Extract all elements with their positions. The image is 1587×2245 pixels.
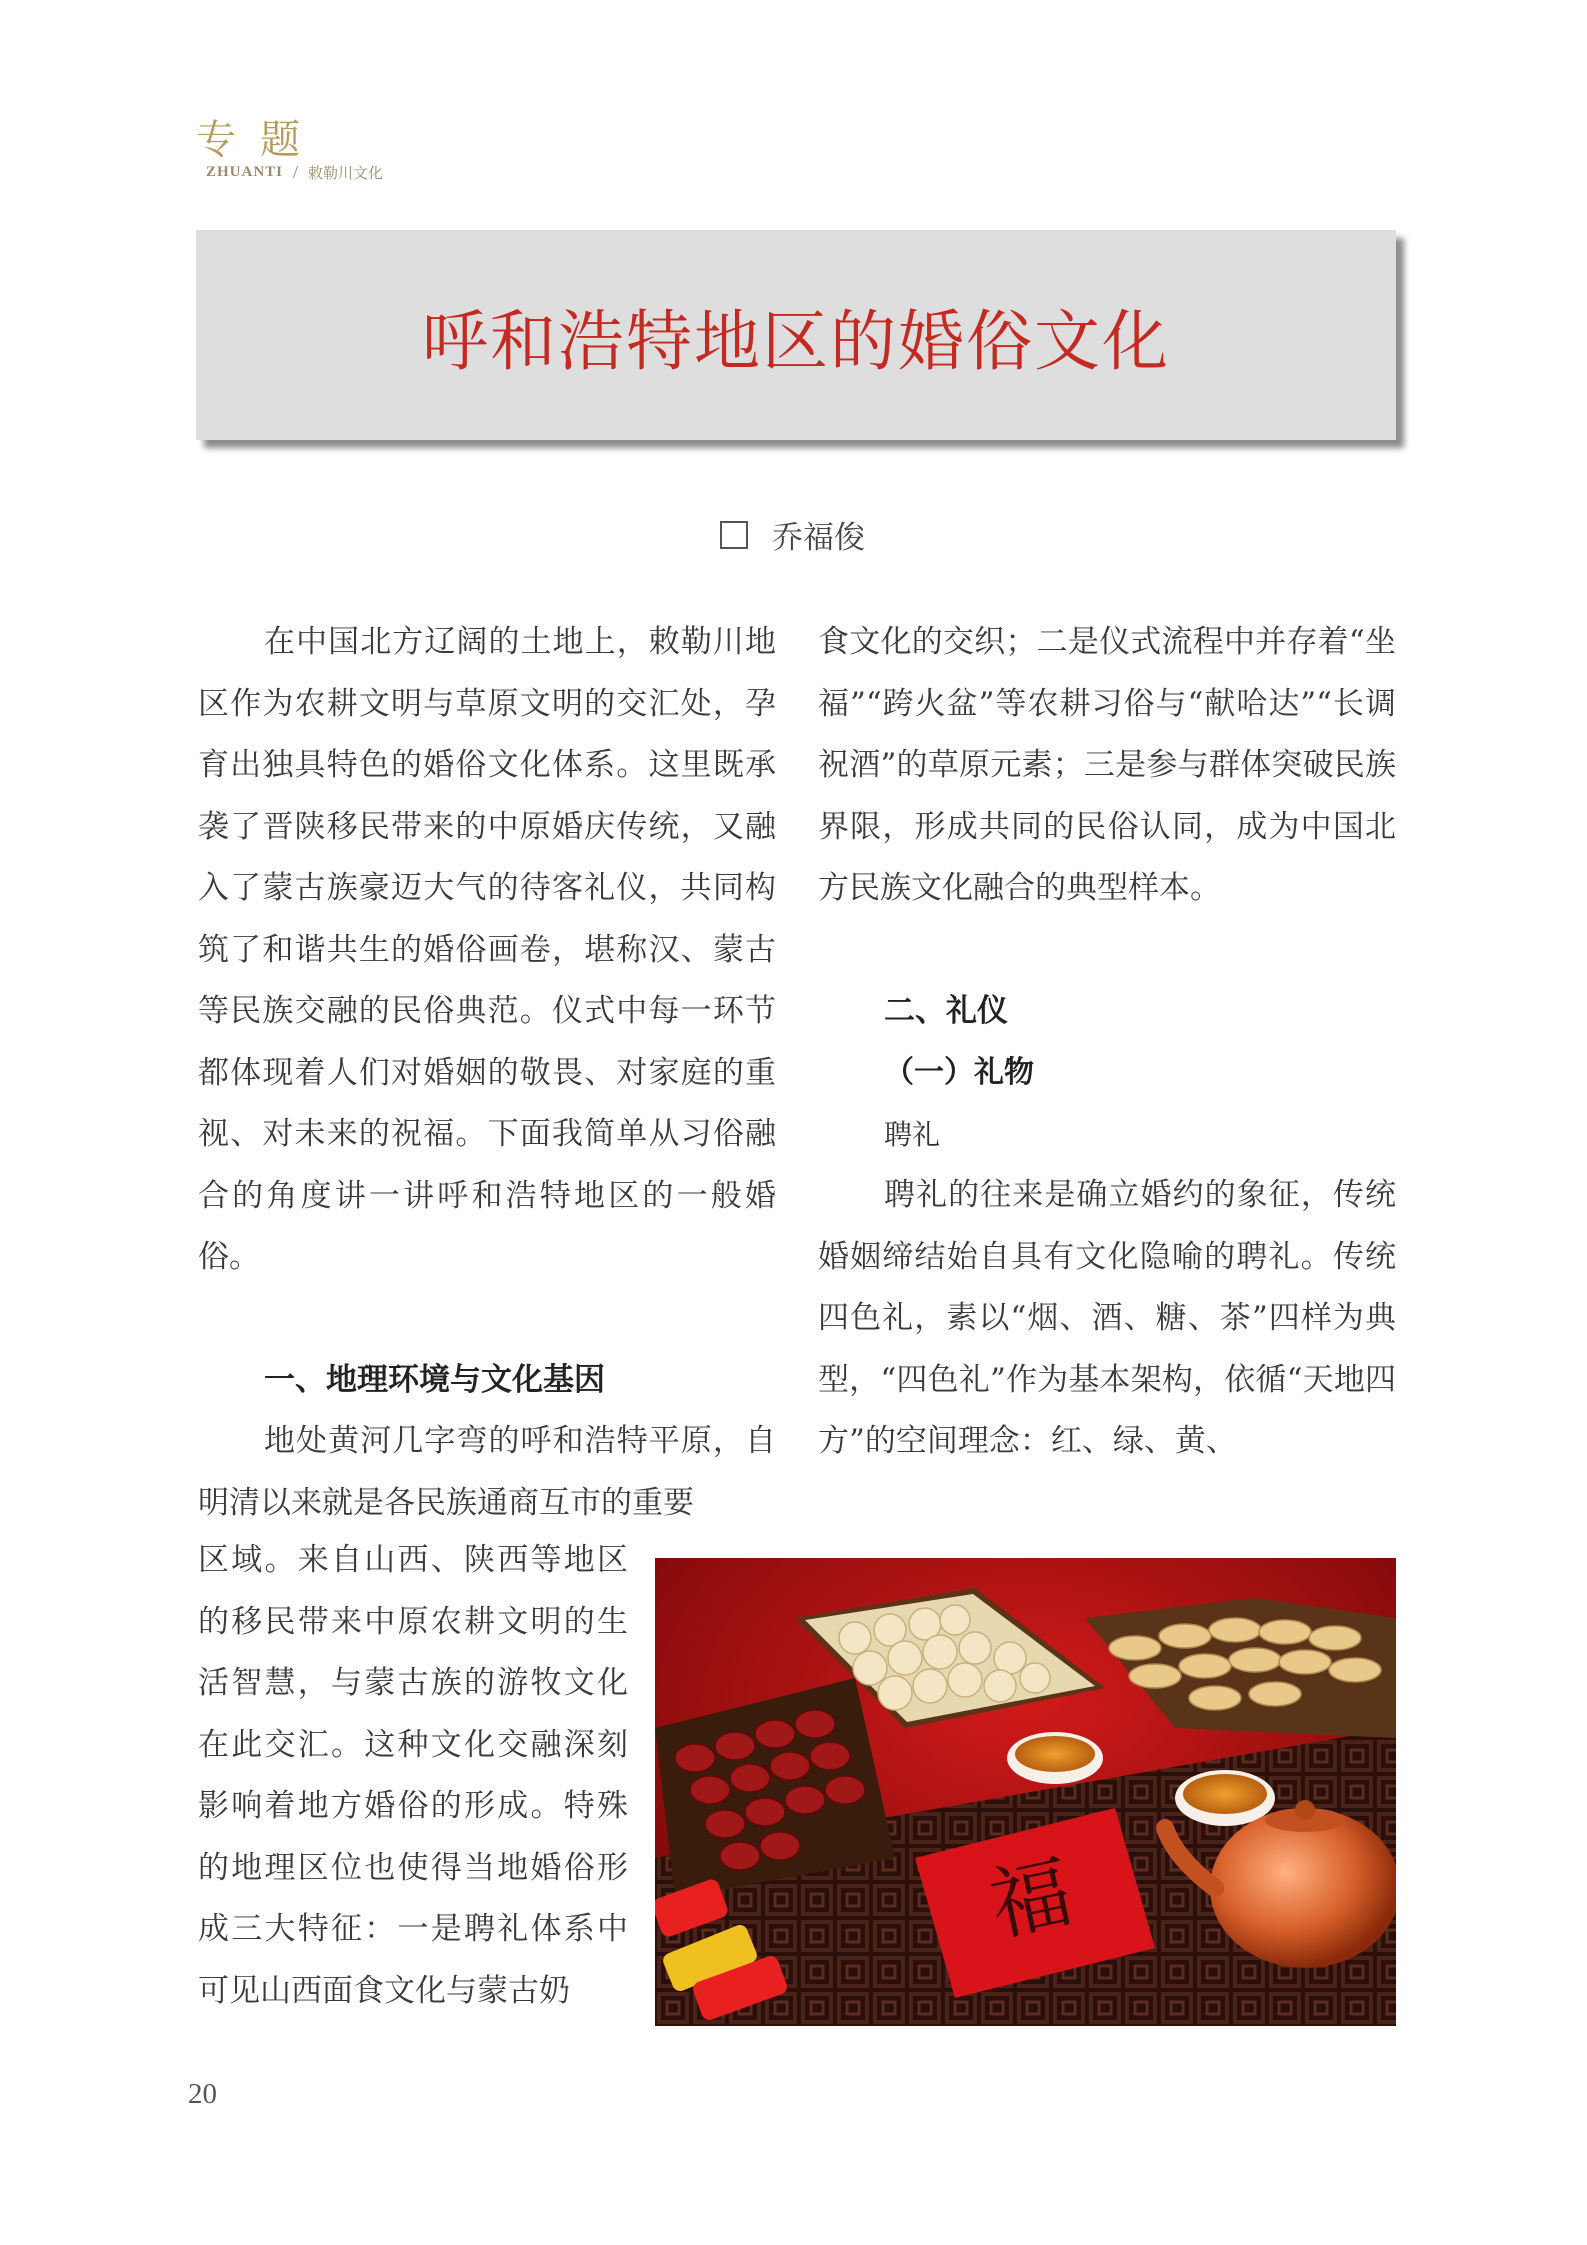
section1-lead: 地处黄河几字弯的呼和浩特平原，自明清以来就是各民族通商互市的重要 [198,1423,776,1521]
left-column [198,612,776,1534]
spacer [198,1289,776,1350]
spacer [818,920,1396,981]
section-subheader [206,162,383,183]
square-icon [720,521,748,549]
page-number: 20 [188,2078,217,2110]
right-column [818,612,1396,1473]
section1-wrap-text [198,1530,628,2022]
wedding-gifts-photo [655,1558,1396,2026]
author-name: 乔福俊 [772,520,865,556]
section-name: 敕勒川文化 [308,166,384,182]
fu-character: 福 [982,1845,1080,1953]
section1-wrap-paragraph: 区域。来自山西、陕西等地区的移民带来中原农耕文明的生活智慧，与蒙古族的游牧文化在此交汇。这种文化交融深刻影响着地方婚俗的形成。特殊的地理区位也使得当地婚俗形成三大特征：一是聘礼体系中可见山西面食文化与蒙古奶 [198,1542,628,2009]
article-title: 呼和浩特地区的婚俗文化 [422,302,1170,380]
intro-paragraph: 在中国北方辽阔的土地上，敕勒川地区作为农耕文明与草原文明的交汇处，孕育出独具特色的婚俗文化体系。这里既承袭了晋陕移民带来的中原婚庆传统，又融入了蒙古族豪迈大气的待客礼仪，共同构筑了和谐共生的婚俗画卷，堪称汉、蒙古等民族交融的民俗典范。仪式中每一环节都体现着人们对婚姻的敬畏、对家庭的重视、对未来的祝福。下面我简单从习俗融合的角度讲一讲呼和浩特地区的一般婚俗。 [198,624,776,1275]
separator: / [293,162,299,182]
section2-heading: 二、礼仪 [884,992,1008,1029]
right-paragraph-1: 食文化的交织；二是仪式流程中并存着“坐福”“跨火盆”等农耕习俗与“献哈达”“长调祝酒”的草原元素；三是参与群体突破民族界限，形成共同的民俗认同，成为中国北方民族文化融合的典型样本。 [818,624,1396,906]
title-banner [196,230,1396,440]
category-english: ZHUANTI [206,164,284,180]
section-category: 专题 [196,117,324,163]
section2-paragraph: 聘礼的往来是确立婚约的象征，传统婚姻缔结始自具有文化隐喻的聘礼。传统四色礼，素以“烟、酒、糖、茶”四样为典型，“四色礼”作为基本架构，依循“天地四方”的空间理念：红、绿、黄、 [818,1177,1396,1459]
section2-subsubheading: 聘礼 [884,1117,941,1151]
section2-subheading: （一）礼物 [884,1055,1034,1090]
byline [720,512,865,557]
section1-heading: 一、地理环境与文化基因 [264,1361,605,1398]
